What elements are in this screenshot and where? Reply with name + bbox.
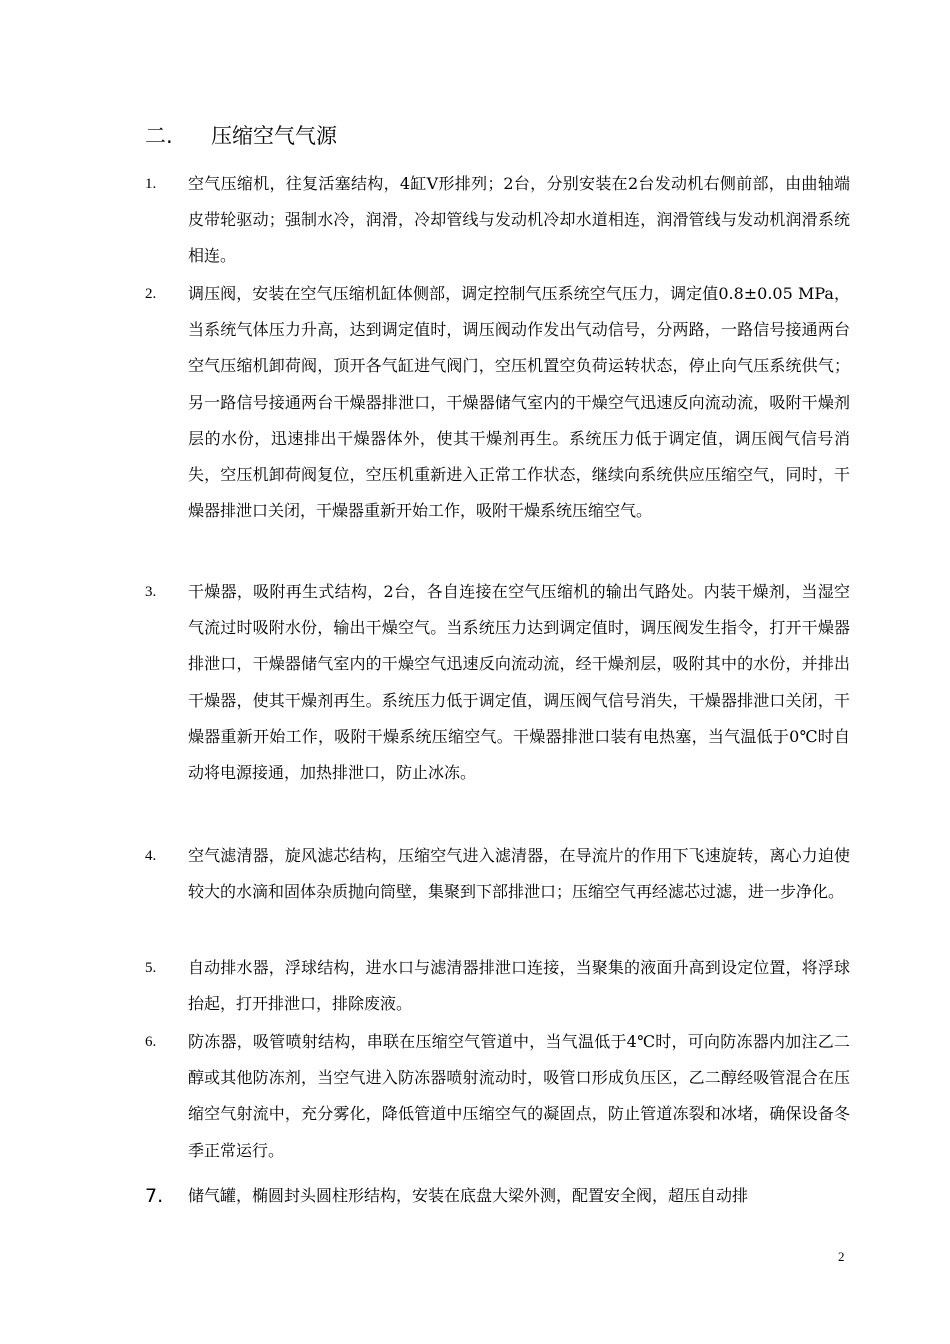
page-number: 2 bbox=[838, 1249, 845, 1264]
section-heading bbox=[145, 120, 337, 150]
list-item-text: 空气压缩机，往复活塞结构，4缸V形排列；2台，分别安装在2台发动机右侧前部，由曲轴端皮带轮驱动；强制水冷，润滑，冷却管线与发动机冷却水道相连，润滑管线与发动机润滑系统相连。 bbox=[188, 174, 850, 266]
list-item-number: 4. bbox=[145, 848, 157, 864]
list-item-number: 5. bbox=[145, 960, 157, 976]
list-item-3 bbox=[145, 574, 850, 791]
list-item-5 bbox=[145, 950, 850, 1022]
list-item-text: 空气滤清器，旋风滤芯结构，压缩空气进入滤清器，在导流片的作用下飞速旋转，离心力迫使较大的水滴和固体杂质抛向筒壁，集聚到下部排泄口；压缩空气再经滤芯过滤，进一步净化。 bbox=[188, 846, 850, 902]
list-item-number: 1. bbox=[145, 176, 157, 192]
list-item-4 bbox=[145, 838, 850, 910]
list-item-number: 7. bbox=[145, 1185, 164, 1207]
list-item-number: 2. bbox=[145, 286, 157, 302]
section-title: 压缩空气气源 bbox=[211, 124, 337, 148]
list-item-text: 储气罐，椭圆封头圆柱形结构，安装在底盘大梁外测，配置安全阀，超压自动排 bbox=[188, 1186, 749, 1205]
list-item-text: 干燥器，吸附再生式结构，2台，各自连接在空气压缩机的输出气路处。内装干燥剂，当湿空气流过时吸附水份，输出干燥空气。当系统压力达到调定值时，调压阀发生指令，打开干燥器排泄口，干燥器储气室内的干燥空气迅速反向流动流，经干燥剂层，吸附其中的水份，并排出干燥器，使其干燥剂再生。系统压力低于调定值，调压阀气信号消失，干燥器排泄口关闭，干燥器重新开始工作，吸附干燥系统压缩空气。干燥器排泄口装有电热塞，当气温低于0℃时自动将电源接通，加热排泄口，防止冰冻。 bbox=[188, 582, 850, 783]
list-item-number: 6. bbox=[145, 1034, 157, 1050]
list-item-6 bbox=[145, 1024, 850, 1169]
list-item-number: 3. bbox=[145, 584, 157, 600]
list-item-2 bbox=[145, 276, 850, 529]
list-item-text: 自动排水器，浮球结构，进水口与滤清器排泄口连接，当聚集的液面升高到设定位置，将浮球抬起，打开排泄口，排除废液。 bbox=[188, 958, 850, 1014]
list-item-1 bbox=[145, 166, 850, 275]
list-item-7 bbox=[145, 1178, 850, 1214]
section-number: 二. bbox=[145, 124, 173, 148]
list-item-text: 调压阀，安装在空气压缩机缸体侧部，调定控制气压系统空气压力，调定值0.8±0.05 MPa，当系统气体压力升高，达到调定值时，调压阀动作发出气动信号，分两路，一路信号接通两台空气压缩机卸荷阀，顶开各气缸进气阀门，空压机置空负荷运转状态，停止向气压系统供气；另一路信号接通两台干燥器排泄口，干燥器储气室内的干燥空气迅速反向流动流，吸附干燥剂层的水份，迅速排出干燥器体外，使其干燥剂再生。系统压力低于调定值，调压阀气信号消失，空压机卸荷阀复位，空压机重新进入正常工作状态，继续向系统供应压缩空气，同时，干燥器排泄口关闭，干燥器重新开始工作，吸附干燥系统压缩空气。 bbox=[188, 284, 850, 521]
list-item-text: 防冻器，吸管喷射结构，串联在压缩空气管道中，当气温低于4℃时，可向防冻器内加注乙二醇或其他防冻剂，当空气进入防冻器喷射流动时，吸管口形成负压区，乙二醇经吸管混合在压缩空气射流中，充分雾化，降低管道中压缩空气的凝固点，防止管道冻裂和冰堵，确保设备冬季正常运行。 bbox=[188, 1032, 850, 1160]
